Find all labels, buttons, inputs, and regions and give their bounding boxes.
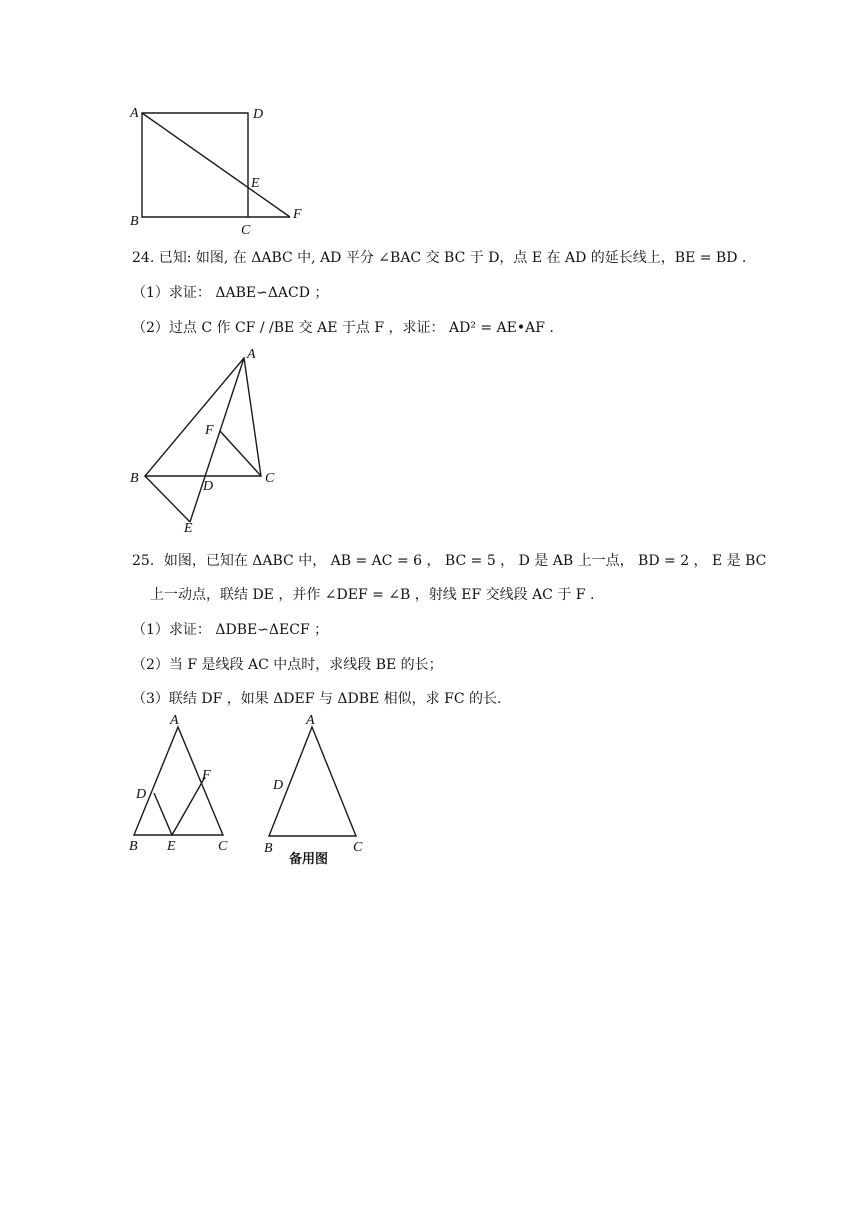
label-b: B (129, 839, 138, 854)
label-d: D (253, 107, 264, 122)
figure-square-adfc (120, 100, 320, 240)
label-d: D (203, 479, 214, 494)
label-f: F (205, 423, 214, 438)
label-b: B (264, 841, 273, 856)
polyline-d-e-f (154, 777, 205, 835)
label-c: C (241, 223, 251, 238)
segment-af (142, 113, 290, 217)
triangle-abc (145, 358, 261, 476)
label-c: C (265, 471, 275, 486)
label-e: E (167, 839, 176, 854)
label-c: C (218, 839, 228, 854)
label-e: E (251, 176, 260, 191)
q24-stem: 24. 已知: 如图, 在 ΔABC 中, AD 平分 ∠BAC 交 BC 于 D，点 E 在 AD 的延长线上，BE = BD . (132, 250, 747, 266)
square-abcd (142, 113, 248, 217)
label-d: D (273, 778, 284, 793)
q25-stem-line1: 25．如图，已知在 ΔABC 中， AB = AC = 6 ， BC = 5 ， D 是 AB 上一点， BD = 2 ， E 是 BC (132, 553, 767, 569)
label-d: D (136, 787, 147, 802)
spare-diagram-caption: 备用图 (289, 852, 329, 867)
figure-spare-triangle (255, 705, 385, 875)
q25-part1: （1）求证： ΔDBE∽ΔECF ； (132, 622, 329, 638)
label-a: A (170, 713, 179, 728)
q25-stem-line2: 上一动点，联结 DE ，并作 ∠DEF = ∠B ，射线 EF 交线段 AC 于 F . (150, 587, 595, 603)
label-b: B (130, 471, 139, 486)
figure-triangle-abc-q24 (120, 340, 290, 540)
segment-be (145, 476, 190, 522)
q25-part3: （3）联结 DF ，如果 ΔDEF 与 ΔDBE 相似，求 FC 的长. (132, 691, 502, 707)
label-f: F (202, 768, 211, 783)
label-a: A (247, 347, 256, 362)
q24-part1: （1）求证： ΔABE∽ΔACD ； (132, 285, 329, 301)
label-c: C (353, 840, 363, 855)
label-a: A (130, 106, 139, 121)
label-e: E (184, 521, 193, 536)
q24-part2: （2）过点 C 作 CF / /BE 交 AE 于点 F ，求证： AD² = AE•AF . (132, 320, 554, 336)
q25-part2: （2）当 F 是线段 AC 中点时，求线段 BE 的长； (132, 657, 443, 673)
figure-triangle-abc-q25 (120, 705, 250, 865)
segment-ae (190, 358, 244, 522)
label-a: A (306, 713, 315, 728)
label-b: B (130, 214, 139, 229)
label-f: F (293, 207, 302, 222)
